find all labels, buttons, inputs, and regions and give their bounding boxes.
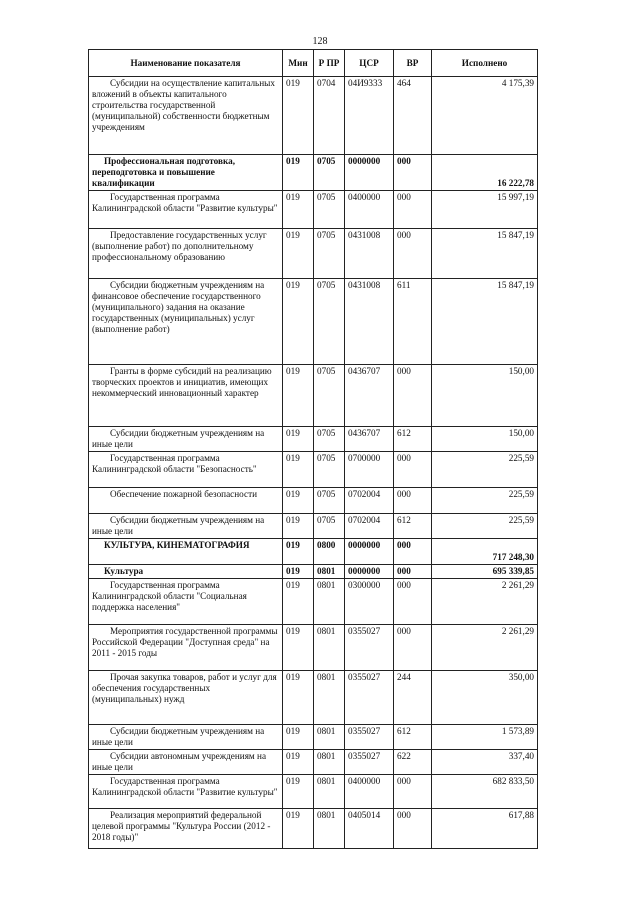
row-rpr-cell: 0705 — [314, 488, 345, 514]
table-row — [89, 191, 538, 229]
row-rpr-cell: 0705 — [314, 452, 345, 488]
table-row — [89, 565, 538, 579]
table-row — [89, 365, 538, 427]
row-vr-cell: 611 — [394, 279, 432, 365]
row-csr-cell: 0436707 — [345, 427, 394, 452]
row-rpr-cell: 0801 — [314, 809, 345, 849]
row-amount-cell: 682 833,50 — [432, 775, 538, 809]
row-name-cell — [89, 191, 283, 229]
row-min-cell: 019 — [283, 279, 314, 365]
row-amount-cell: 2 261,29 — [432, 625, 538, 671]
row-min-cell: 019 — [283, 77, 314, 155]
row-min-cell: 019 — [283, 229, 314, 279]
row-amount-cell: 16 222,78 — [432, 155, 538, 191]
row-min-cell: 019 — [283, 539, 314, 565]
row-vr-cell: 000 — [394, 452, 432, 488]
row-name-text: Профессиональная подготовка, переподготовка и повышение квалификации — [92, 156, 236, 188]
row-min-cell: 019 — [283, 488, 314, 514]
row-name-text: Субсидии бюджетным учреждениям на финансовое обеспечение государственного (муниципального) задания на оказание государственных (муниципальных) услуг (выполнение работ) — [92, 280, 265, 334]
table-row — [89, 155, 538, 191]
table-row — [89, 809, 538, 849]
column-header-rpr: Р ПР — [314, 50, 345, 77]
row-csr-cell: 0400000 — [345, 191, 394, 229]
table-row — [89, 514, 538, 539]
row-vr-cell: 612 — [394, 514, 432, 539]
row-name-text: Предоставление государственных услуг (выполнение работ) по дополнительному профессиональному образованию — [92, 230, 267, 262]
column-header-min: Мин — [283, 50, 314, 77]
row-name-cell — [89, 579, 283, 625]
row-name-text: КУЛЬТУРА, КИНЕМАТОГРАФИЯ — [104, 540, 250, 550]
row-vr-cell: 000 — [394, 579, 432, 625]
row-name-text: Государственная программа Калининградской области "Социальная поддержка населения" — [92, 580, 247, 612]
table-row — [89, 452, 538, 488]
row-name-text: Субсидии бюджетным учреждениям на иные цели — [92, 726, 265, 747]
table-row — [89, 579, 538, 625]
row-rpr-cell: 0705 — [314, 191, 345, 229]
row-vr-cell: 622 — [394, 750, 432, 775]
row-name-cell — [89, 427, 283, 452]
row-name-cell — [89, 77, 283, 155]
row-min-cell: 019 — [283, 427, 314, 452]
row-name-text: Реализация мероприятий федеральной целевой программы "Культура России (2012 - 2018 годы)" — [92, 810, 271, 842]
table-row — [89, 77, 538, 155]
row-name-text: Государственная программа Калининградской области "Развитие культуры" — [92, 776, 278, 797]
row-name-text: Субсидии бюджетным учреждениям на иные цели — [92, 515, 265, 536]
row-name-cell — [89, 279, 283, 365]
row-min-cell: 019 — [283, 671, 314, 725]
row-rpr-cell: 0705 — [314, 229, 345, 279]
row-min-cell: 019 — [283, 155, 314, 191]
table-row — [89, 427, 538, 452]
row-amount-cell: 617,88 — [432, 809, 538, 849]
row-amount-cell: 1 573,89 — [432, 725, 538, 750]
row-min-cell: 019 — [283, 625, 314, 671]
row-rpr-cell: 0705 — [314, 514, 345, 539]
row-vr-cell: 000 — [394, 365, 432, 427]
row-rpr-cell: 0801 — [314, 565, 345, 579]
row-name-cell — [89, 514, 283, 539]
row-csr-cell: 0000000 — [345, 155, 394, 191]
row-rpr-cell: 0801 — [314, 671, 345, 725]
row-csr-cell: 0405014 — [345, 809, 394, 849]
row-rpr-cell: 0801 — [314, 775, 345, 809]
row-name-cell — [89, 565, 283, 579]
budget-table — [88, 49, 538, 849]
row-csr-cell: 0431008 — [345, 279, 394, 365]
row-amount-cell: 225,59 — [432, 488, 538, 514]
row-name-text: Мероприятия государственной программы Российской Федерации "Доступная среда" на 2011 - 2015 годы — [92, 626, 278, 658]
row-amount-cell: 2 261,29 — [432, 579, 538, 625]
row-vr-cell: 464 — [394, 77, 432, 155]
row-name-cell — [89, 725, 283, 750]
table-row — [89, 775, 538, 809]
table-header-row — [89, 50, 538, 77]
row-name-cell — [89, 539, 283, 565]
column-header-name: Наименование показателя — [89, 50, 283, 77]
row-name-cell — [89, 488, 283, 514]
row-csr-cell: 0355027 — [345, 725, 394, 750]
row-name-text: Прочая закупка товаров, работ и услуг для обеспечения государственных (муниципальных) нужд — [92, 672, 277, 704]
row-rpr-cell: 0801 — [314, 725, 345, 750]
table-row — [89, 279, 538, 365]
row-vr-cell: 000 — [394, 191, 432, 229]
row-amount-cell: 350,00 — [432, 671, 538, 725]
row-amount-cell: 695 339,85 — [432, 565, 538, 579]
row-rpr-cell: 0801 — [314, 625, 345, 671]
row-csr-cell: 0000000 — [345, 539, 394, 565]
row-name-text: Субсидии на осуществление капитальных вложений в объекты капитального строительства государственной (муниципальной) собственности бюджетным учреждениям — [92, 78, 275, 132]
row-csr-cell: 0702004 — [345, 514, 394, 539]
column-header-amount: Исполнено — [432, 50, 538, 77]
row-csr-cell: 0431008 — [345, 229, 394, 279]
row-vr-cell: 000 — [394, 809, 432, 849]
row-amount-cell: 225,59 — [432, 452, 538, 488]
row-vr-cell: 000 — [394, 488, 432, 514]
row-name-text: Обеспечение пожарной безопасности — [110, 489, 258, 499]
table-row — [89, 625, 538, 671]
row-rpr-cell: 0800 — [314, 539, 345, 565]
row-name-cell — [89, 229, 283, 279]
row-csr-cell: 0400000 — [345, 775, 394, 809]
page-number: 128 — [312, 36, 328, 47]
row-csr-cell: 0436707 — [345, 365, 394, 427]
row-vr-cell: 000 — [394, 229, 432, 279]
row-name-cell — [89, 775, 283, 809]
row-name-cell — [89, 155, 283, 191]
row-csr-cell: 0355027 — [345, 625, 394, 671]
table-row — [89, 229, 538, 279]
row-vr-cell: 612 — [394, 725, 432, 750]
row-vr-cell: 244 — [394, 671, 432, 725]
row-vr-cell: 612 — [394, 427, 432, 452]
row-name-cell — [89, 809, 283, 849]
row-vr-cell: 000 — [394, 775, 432, 809]
row-name-cell — [89, 625, 283, 671]
row-csr-cell: 04И9333 — [345, 77, 394, 155]
row-min-cell: 019 — [283, 514, 314, 539]
column-header-vr: ВР — [394, 50, 432, 77]
row-name-cell — [89, 671, 283, 725]
table-row — [89, 488, 538, 514]
row-rpr-cell: 0705 — [314, 427, 345, 452]
row-name-cell — [89, 452, 283, 488]
row-name-text: Государственная программа Калининградской области "Безопасность" — [92, 453, 257, 474]
table-row — [89, 671, 538, 725]
row-csr-cell: 0702004 — [345, 488, 394, 514]
row-csr-cell: 0700000 — [345, 452, 394, 488]
row-amount-cell: 225,59 — [432, 514, 538, 539]
row-amount-cell: 15 847,19 — [432, 279, 538, 365]
row-min-cell: 019 — [283, 365, 314, 427]
table-row — [89, 539, 538, 565]
row-min-cell: 019 — [283, 579, 314, 625]
row-csr-cell: 0000000 — [345, 565, 394, 579]
row-vr-cell: 000 — [394, 539, 432, 565]
row-name-text: Субсидии бюджетным учреждениям на иные цели — [92, 428, 265, 449]
row-vr-cell: 000 — [394, 565, 432, 579]
table-row — [89, 725, 538, 750]
row-name-cell — [89, 365, 283, 427]
row-amount-cell: 15 997,19 — [432, 191, 538, 229]
row-rpr-cell: 0705 — [314, 365, 345, 427]
row-amount-cell: 150,00 — [432, 427, 538, 452]
row-rpr-cell: 0801 — [314, 579, 345, 625]
row-rpr-cell: 0705 — [314, 155, 345, 191]
row-min-cell: 019 — [283, 565, 314, 579]
row-vr-cell: 000 — [394, 625, 432, 671]
row-vr-cell: 000 — [394, 155, 432, 191]
row-min-cell: 019 — [283, 191, 314, 229]
row-rpr-cell: 0705 — [314, 279, 345, 365]
row-min-cell: 019 — [283, 809, 314, 849]
row-csr-cell: 0355027 — [345, 671, 394, 725]
row-csr-cell: 0355027 — [345, 750, 394, 775]
row-amount-cell: 15 847,19 — [432, 229, 538, 279]
row-rpr-cell: 0801 — [314, 750, 345, 775]
row-rpr-cell: 0704 — [314, 77, 345, 155]
row-name-text: Государственная программа Калининградской области "Развитие культуры" — [92, 192, 278, 213]
row-amount-cell: 337,40 — [432, 750, 538, 775]
row-name-cell — [89, 750, 283, 775]
row-amount-cell: 4 175,39 — [432, 77, 538, 155]
row-min-cell: 019 — [283, 725, 314, 750]
row-name-text: Субсидии автономным учреждениям на иные цели — [92, 751, 267, 772]
row-amount-cell: 150,00 — [432, 365, 538, 427]
row-min-cell: 019 — [283, 452, 314, 488]
row-amount-cell: 717 248,30 — [432, 539, 538, 565]
row-min-cell: 019 — [283, 750, 314, 775]
row-name-text: Культура — [104, 566, 144, 576]
table-row — [89, 750, 538, 775]
column-header-csr: ЦСР — [345, 50, 394, 77]
row-csr-cell: 0300000 — [345, 579, 394, 625]
row-min-cell: 019 — [283, 775, 314, 809]
row-name-text: Гранты в форме субсидий на реализацию творческих проектов и инициатив, имеющих некоммерческий инновационный характер — [92, 366, 272, 398]
